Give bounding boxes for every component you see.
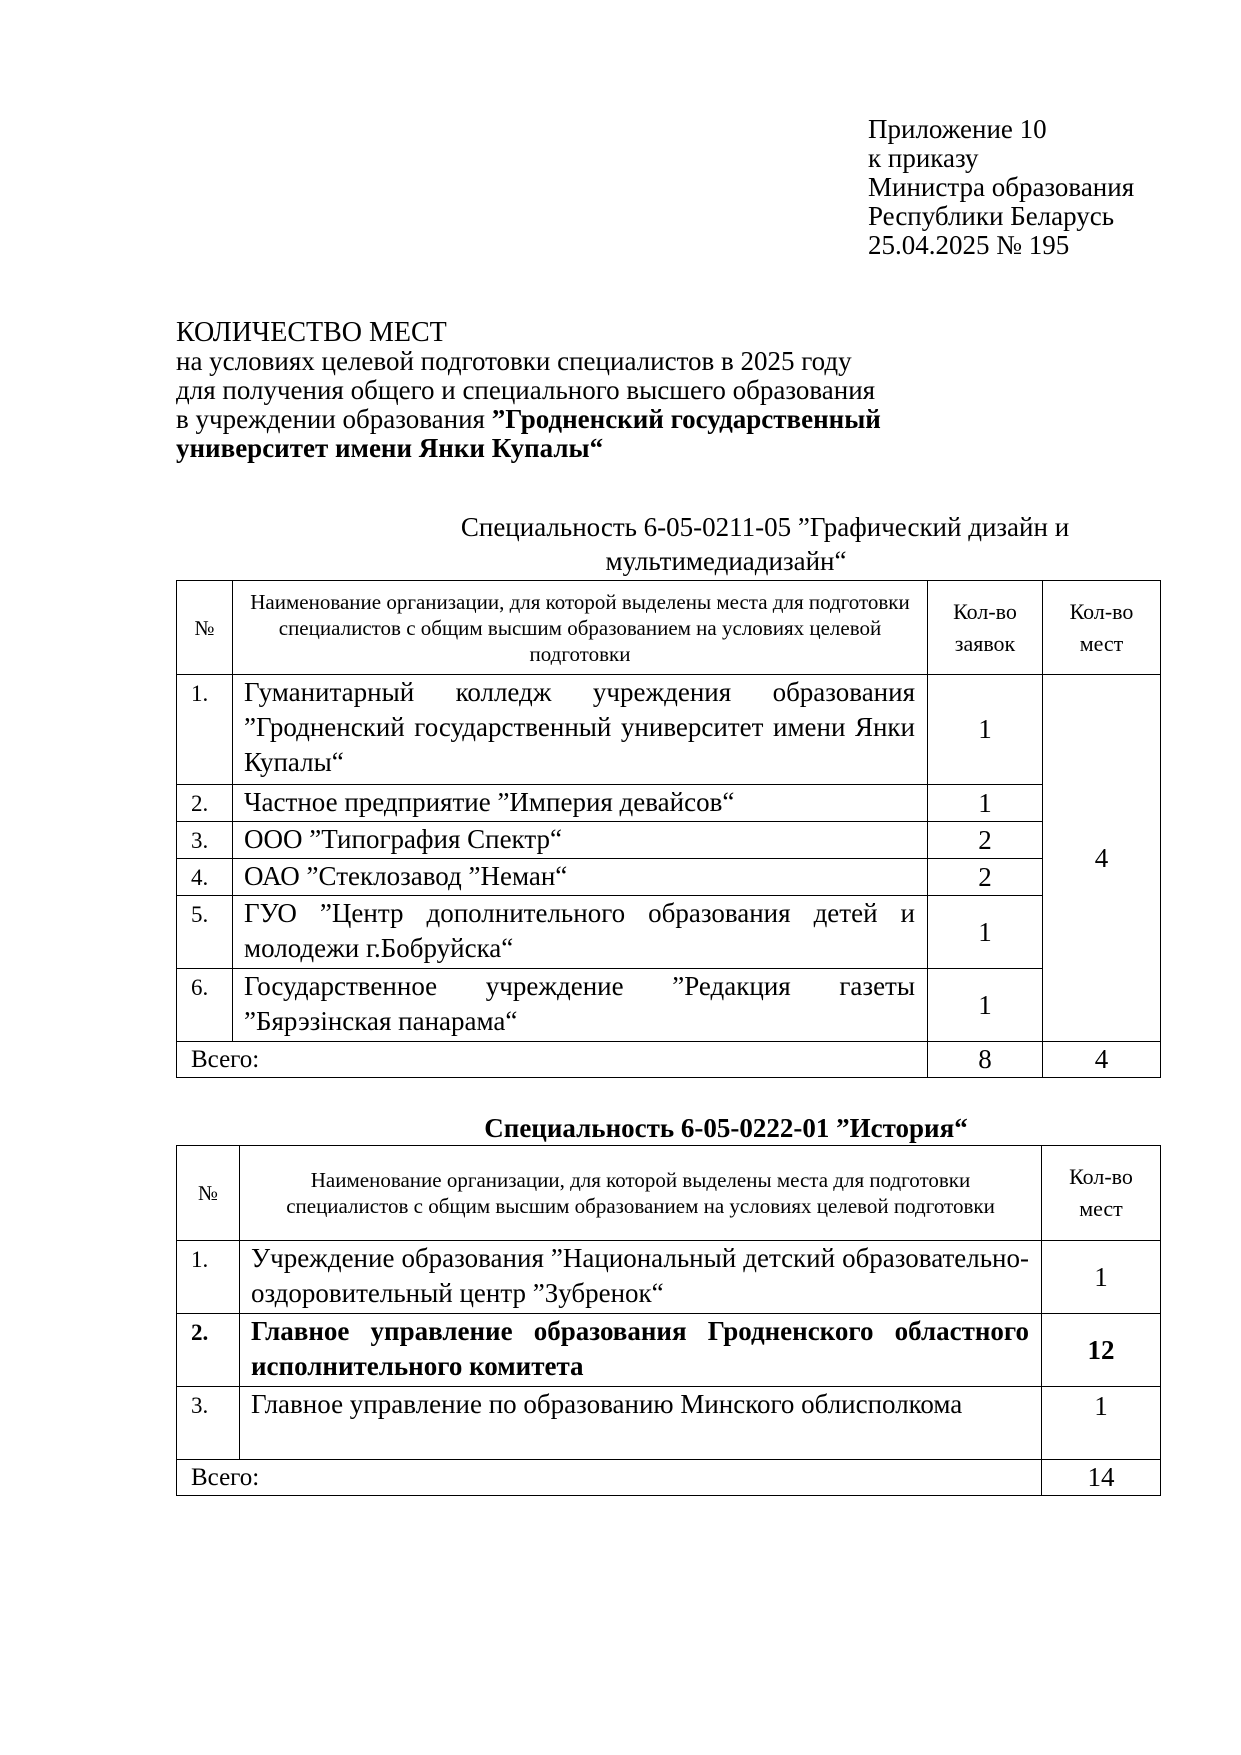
heading-line <box>176 434 881 463</box>
row-num: 4. <box>177 859 233 896</box>
table-row <box>177 822 1161 859</box>
table-row <box>177 1241 1161 1314</box>
annex-line: Республики Беларусь <box>868 201 1115 231</box>
total-row <box>177 1042 1161 1078</box>
row-num: 3. <box>177 1387 240 1460</box>
row-num: 6. <box>177 969 233 1042</box>
row-org: Главное управление образования Гродненского областного исполнительного комитета <box>240 1314 1042 1387</box>
row-org: ООО ”Типография Спектр“ <box>233 822 928 859</box>
table-row <box>177 675 1161 785</box>
table-row <box>177 1387 1161 1460</box>
header-num: № <box>177 1146 240 1241</box>
row-applications: 2 <box>928 822 1043 859</box>
header-org: Наименование организации, для которой выделены места для подготовки специалистов с общим высшим образованием на условиях целевой подготовки <box>240 1146 1042 1241</box>
header-places: Кол-во мест <box>1042 1146 1161 1241</box>
annex-line: Приложение 10 <box>868 114 1047 144</box>
heading-line: для получения общего и специального высшего образования <box>176 375 876 405</box>
places-table-specialty-2 <box>176 1145 1161 1496</box>
row-places: 1 <box>1042 1241 1161 1314</box>
row-num: 1. <box>177 675 233 785</box>
heading-text: в учреждении образования <box>176 404 492 434</box>
table-row <box>177 859 1161 896</box>
row-applications: 1 <box>928 969 1043 1042</box>
annex-line: к приказу <box>868 143 979 173</box>
row-applications: 2 <box>928 859 1043 896</box>
table-row <box>177 1314 1161 1387</box>
specialty-line: Специальность 6-05-0211-05 ”Графический дизайн и <box>460 512 1070 542</box>
row-org: Государственное учреждение ”Редакция газеты ”Бярэзінская панарама“ <box>233 969 928 1042</box>
total-places: 14 <box>1042 1460 1161 1496</box>
annex-line: Министра образования <box>868 172 1135 202</box>
row-num: 3. <box>177 822 233 859</box>
total-label: Всего: <box>177 1042 928 1078</box>
row-num: 2. <box>177 785 233 822</box>
table-row <box>177 896 1161 969</box>
row-org: ОАО ”Стеклозавод ”Неман“ <box>233 859 928 896</box>
specialty-line: мультимедиадизайн“ <box>605 546 847 576</box>
row-applications: 1 <box>928 675 1043 785</box>
row-org: Частное предприятие ”Империя девайсов“ <box>233 785 928 822</box>
total-row <box>177 1460 1161 1496</box>
row-places: 12 <box>1042 1314 1161 1387</box>
row-org: Гуманитарный колледж учреждения образования ”Гродненский государственный университет имени Янки Купалы“ <box>233 675 928 785</box>
table-row <box>177 785 1161 822</box>
annex-block <box>868 115 1134 260</box>
total-places: 4 <box>1043 1042 1161 1078</box>
table-row <box>177 969 1161 1042</box>
header-org: Наименование организации, для которой выделены места для подготовки специалистов с общим высшим образованием на условиях целевой подготовки <box>233 581 928 675</box>
specialty-1-title <box>176 510 1241 578</box>
places-table-specialty-1 <box>176 580 1161 1078</box>
total-label: Всего: <box>177 1460 1042 1496</box>
row-places: 1 <box>1042 1387 1161 1460</box>
row-org: Главное управление по образованию Минского облисполкома <box>240 1387 1042 1460</box>
document-heading <box>176 318 881 463</box>
row-num: 5. <box>177 896 233 969</box>
institution-name-cont: университет имени Янки Купалы“ <box>176 433 604 463</box>
heading-line: на условиях целевой подготовки специалистов в 2025 году <box>176 346 852 376</box>
row-applications: 1 <box>928 785 1043 822</box>
row-num: 2. <box>177 1314 240 1387</box>
header-applications: Кол-во заявок <box>928 581 1043 675</box>
header-places: Кол-во мест <box>1043 581 1161 675</box>
row-num: 1. <box>177 1241 240 1314</box>
total-applications: 8 <box>928 1042 1043 1078</box>
heading-line <box>176 405 881 434</box>
institution-name: ”Гродненский государственный <box>491 404 881 434</box>
specialty-2-title: Специальность 6-05-0222-01 ”История“ <box>484 1113 968 1143</box>
places-merged: 4 <box>1043 675 1161 1042</box>
document-title: КОЛИЧЕСТВО МЕСТ <box>176 317 447 348</box>
row-org: ГУО ”Центр дополнительного образования детей и молодежи г.Бобруйска“ <box>233 896 928 969</box>
row-applications: 1 <box>928 896 1043 969</box>
header-num: № <box>177 581 233 675</box>
annex-date-line: 25.04.2025 № 195 <box>868 230 1070 260</box>
row-org: Учреждение образования ”Национальный детский образовательно-оздоровительный центр ”Зубренок“ <box>240 1241 1042 1314</box>
